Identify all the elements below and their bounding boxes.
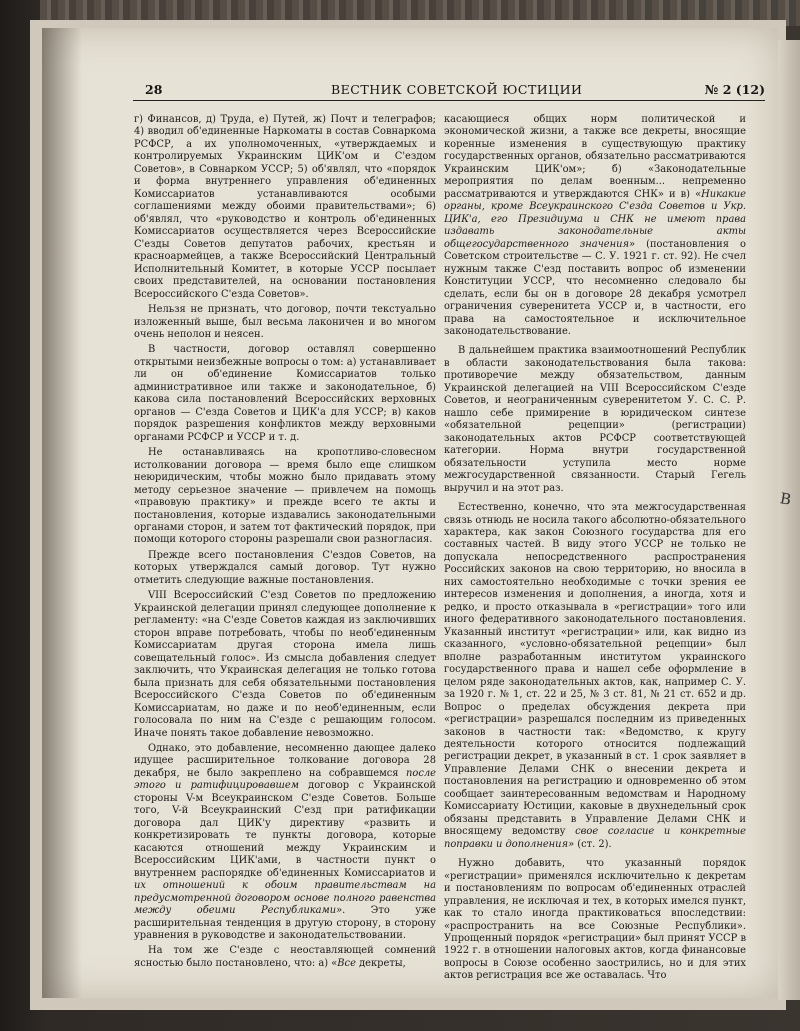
- journal-title: ВЕСТНИК СОВЕТСКОЙ ЮСТИЦИИ: [331, 82, 583, 97]
- text-run: договор с Украинской стороны V-м Всеукраинском С'езде Советов. Больше того, V-й Всеукраинский С'езд при ратификации договора дал ЦИК'у директиву «развить и конкретизировать те пункты договора, которые касаются отношений между Украинским и Всероссийским ЦИК'ами, в частности пункт о внутреннем распорядке об'единенных Комиссариатов и: [134, 780, 436, 879]
- text-run: Естественно, конечно, что эта межгосударственная связь отнюдь не носила такого абсолютно-обязательного характера, как закон Союзного государства для его составных частей. В виду этого УССР не только не допускала непосредственного распространения Российских законов на свою территорию, но вносила в них самостоятельно необходимые с точки зрения ее интересов изменения и дополнения, а иногда, хотя и редко, и просто отказывала в «регистрации» того или иного федеративного законодательного постановления. Указанный институт «регистрации» или, как видно из сказанного, «условно-обязательной рецепции» был вполне разработанным институтом украинского государственного права и нашел себе оформление в целом ряде законодательных актов, как, например С. У. за 1920 г. № 1, ст. 22 и 25, № 3 ст. 81, № 21 ст. 652 и др. Вопрос о пределах обсуждения декрета при «регистрации» разрешался последним из приведенных законов в частности так: «Ведомство, к кругу деятельности которого относится подлежащий регистрации декрет, в указанный в ст. 1 срок заявляет в Управление Делами СНК о внесении декрета и постановления на регистрацию и одновременно об этом сообщает заинтересованным ведомствам и Народному Комиссариату Юстиции, каковые в двухнедельный срок обязаны представить в Управление Делами СНК и вносящему ведомству: [444, 502, 746, 838]
- paragraph: VIII Всероссийский С'езд Советов по предложению Украинской делегации принял следующее дополнение к регламенту: «на С'езде Советов каждая из заключивших сторон вправе потребовать, чтобы по необ'единенным Комиссариатам другая сторона имела лишь совещательный голос». Из смысла добавления следует заключить, что Украинская делегация не только готова была признать для себя обязательными постановления Всероссийского С'езда Советов по об'единенным Комиссариатам, но даже и по необ'единенным, если голосовала по ним на С'езде с решающим голосом. Иначе понять такое добавление невозможно.: [134, 590, 436, 739]
- right-column: [444, 114, 746, 986]
- text-run: касающиеся общих норм политической и экономической жизни, а также все декреты, вносящие коренные изменения в существующую практику государственных органов, обязательно рассматриваются Украинским ЦИК'ом»; б) «Законодательные мероприятия по делам военным... непременно рассматриваются и утверждаются СНК» и в) «: [444, 114, 746, 200]
- paragraph: г) Финансов, д) Труда, е) Путей, ж) Почт и телеграфов; 4) вводил об'единенные Наркоматы в состав Совнаркома РСФСР, а их уполномоченных, «утверждаемых и контролируемых Украинским ЦИК'ом и С'ездом Советов», в Совнарком УССР; 5) об'являл, что «порядок и форма внутреннего управления об'единенных Комиссариатов устанавливаются особыми соглашениями между обоими правительствами»; 6) об'являл, что «руководство и контроль об'единенных Комиссариатов осуществляется через Всероссийские С'езды Советов депутатов рабочих, крестьян и красноармейцев, а также Всероссийский Центральный Исполнительный Комитет, в которые УССР посылает своих представителей, на основании постановления Всероссийского С'езда Советов».: [134, 114, 436, 300]
- text-run: (ст. 2).: [577, 838, 612, 850]
- text-run: (постановления о Советском строительстве — С. У. 1921 г. ст. 92). Не счел нужным также С'езд поставить вопрос об изменении Конституции УССР, что несомненно следовало бы сделать, если бы он в договоре 28 декабря усмотрел ограничения суверенитета УССР и, в частности, его права на самостоятельное и исключительное законодательствование.: [444, 238, 746, 337]
- paragraph: Нужно добавить, что указанный порядок «регистрации» применялся исключительно к декретам и постановлениям по вопросам об'единенных отраслей управления, не исключая и тех, в которых имелся пункт, как то стало иногда практиковаться впоследствии: «распространить на все Союзные Республики». Упрощенный порядок «регистрации» был принят УССР в 1922 г. в отношении налоговых актов, когда финансовые вопросы в Союзе особенно заострились, но и для этих актов регистрация все же оставалась. Что: [444, 858, 746, 982]
- text-run: На том же С'езде с неоставляющей сомнений ясностью было постановлено, что: а) «: [134, 945, 436, 969]
- italic-run: их отношений к обоим правительствам на предусмотренной договором основе полного равенства между обеими Республиками».: [134, 880, 436, 917]
- italic-run: свое согласие и конкретные поправки и дополнения»: [444, 826, 747, 850]
- page-number: 28: [145, 82, 163, 97]
- paragraph: [134, 945, 436, 970]
- paragraph: В частности, договор оставлял совершенно открытыми неизбежные вопросы о том: а) устанавливает ли он об'единение Комиссариатов только административное или также и законодательное, б) какова сила постановлений Всероссийских верховных органов — С'езда Советов и ЦИК'а для УССР; в) каков порядок разрешения конфликтов между верховными органами РСФСР и УССР и т. д.: [134, 344, 436, 443]
- italic-run: Никакие органы, кроме Всеукраинского С'езда Советов и Укр. ЦИК'а, его Президиума и СНК не имеют права издавать законодательные акты общегосударственного значения»: [444, 188, 746, 250]
- header-rule: [133, 100, 765, 101]
- running-header: [133, 82, 765, 100]
- paragraph: Нельзя не признать, что договор, почти текстуально изложенный выше, был весьма лаконичен и во многом очень неполон и неясен.: [134, 304, 436, 340]
- paragraph: В дальнейшем практика взаимоотношений Республик в области законодательствования была такова: противоречие между обязательством, данным Украинской делегацией на VIII Всероссийском С'езде Советов, и неограниченным суверенитетом У. С. С. Р. нашло себе примирение в юридическом синтезе «обязательной рецепции» (регистрации) законодательных актов РСФСР соответствующей категории. Норма внутри государственной обязательности уступила место норме межгосударственной связанности. Старый Гегель выручил и на этот раз.: [444, 345, 746, 494]
- paragraph: [134, 743, 436, 943]
- text-run: Однако, это добавление, несомненно дающее далеко идущее расширительное толкование договора 28 декабря, не было закреплено на собравшемся: [134, 742, 436, 779]
- paragraph: [444, 114, 746, 338]
- text-run: декреты,: [359, 957, 406, 969]
- paragraph: [444, 502, 746, 851]
- binding-shadow: [42, 28, 82, 998]
- margin-annotation: В: [778, 489, 793, 509]
- text-run: Это уже расширительная тенденция в другую сторону, в сторону уравнения в руководстве и законодательствовании.: [134, 905, 437, 941]
- italic-run: Все: [337, 957, 356, 969]
- left-column: [134, 114, 436, 973]
- issue-number: № 2 (12): [704, 82, 765, 97]
- paragraph: Прежде всего постановления С'ездов Советов, на которых утверждался самый договор. Тут нужно отметить следующие важные постановления.: [134, 549, 436, 586]
- italic-run: после этого и ратифицировавшем: [134, 767, 436, 792]
- page-right-edge: [778, 40, 800, 1000]
- paragraph: Не останавливаясь на кропотливо-словесном истолковании договора — время было еще слишком неюридическим, чтобы можно было придавать этому методу серьезное значение — привлечем на помощь «правовую практику» и прежде всего те акты и постановления, которые издавались законодательными органами сторон, и затем тот фактический порядок, при помощи которого стороны разрешали свои разногласия.: [134, 447, 436, 546]
